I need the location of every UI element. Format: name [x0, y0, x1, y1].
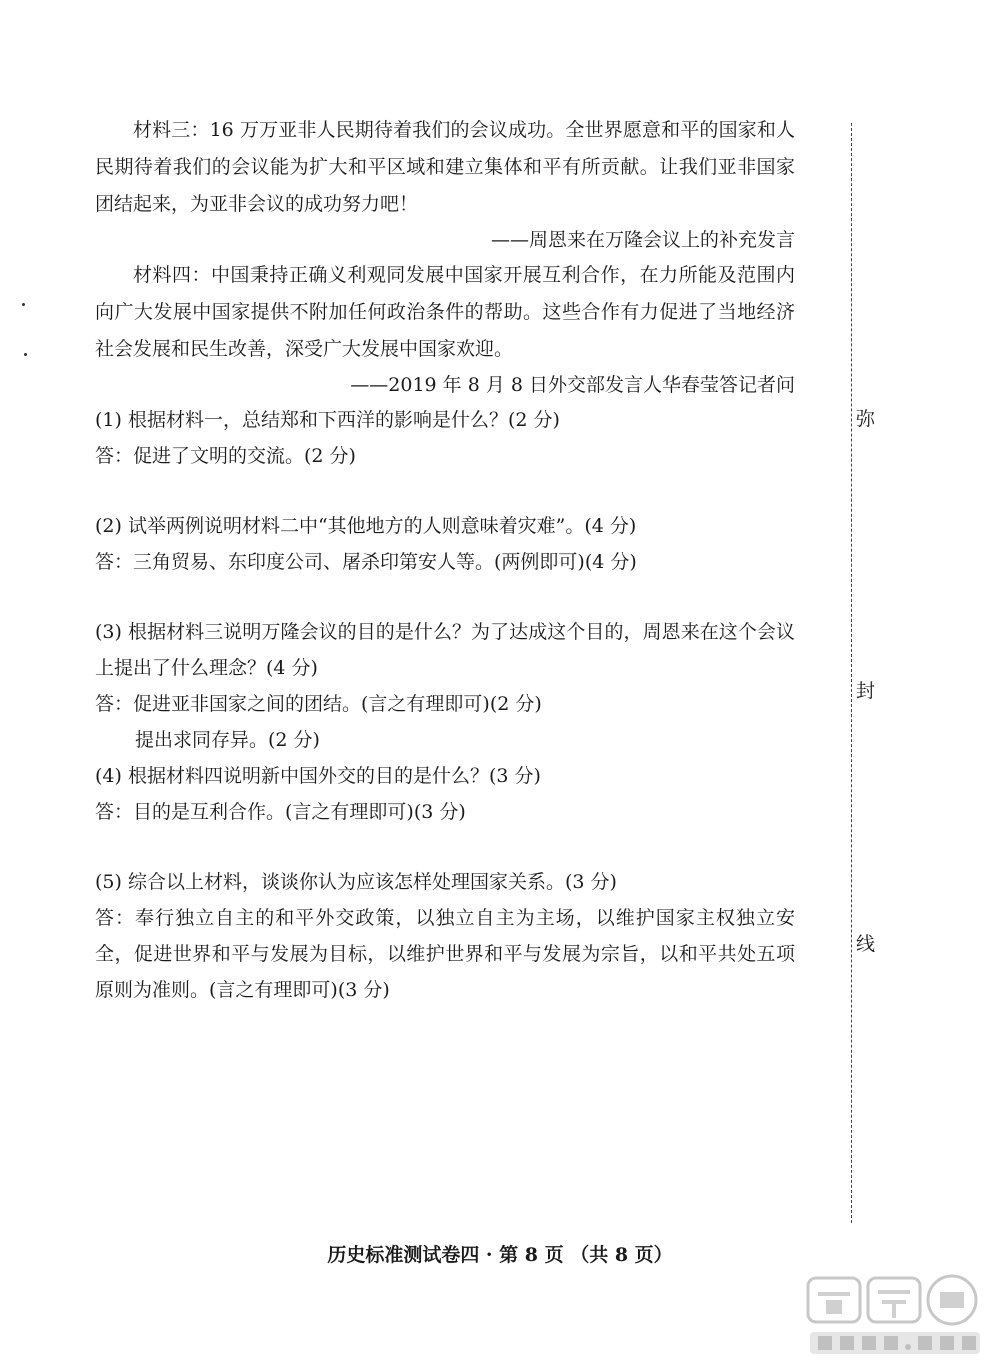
seal-label-xian: 线 — [856, 933, 876, 955]
material-four-source: ——2019 年 8 月 8 日外交部发言人华春莹答记者问 — [350, 374, 795, 396]
question-5: (5) 综合以上材料，谈谈你认为应该怎样处理国家关系。(3 分) — [95, 871, 617, 893]
material-three-source: ——周恩来在万隆会议上的补充发言 — [490, 229, 795, 251]
seal-line — [851, 123, 852, 1223]
page-footer: 历史标准测试卷四 · 第 8 页 （共 8 页） — [327, 1244, 673, 1266]
question-4: (4) 根据材料四说明新中国外交的目的是什么？(3 分) — [95, 765, 541, 787]
answer-3b: 提出求同存异。(2 分) — [135, 729, 320, 751]
question-2: (2) 试举两例说明材料二中“其他地方的人则意味着灾难”。(4 分) — [95, 515, 637, 537]
scan-speck — [24, 353, 27, 356]
question-3: (3) 根据材料三说明万隆会议的目的是什么？为了达成这个目的，周恩来在这个会议上提出了什么理念？(4 分) — [95, 621, 795, 679]
answer-3a: 答：促进亚非国家之间的团结。(言之有理即可)(2 分) — [95, 693, 542, 715]
seal-label-mi: 弥 — [856, 408, 876, 430]
material-four-text: 材料四：中国秉持正确义利观同发展中国家开展互利合作，在力所能及范围内向广大发展中国家提供不附加任何政治条件的帮助。这些合作有力促进了当地经济社会发展和民生改善，深受广大发展中国家欢迎。 — [95, 264, 795, 360]
page-content — [95, 112, 795, 1008]
seal-label-feng: 封 — [856, 680, 876, 702]
site-watermark — [800, 1270, 990, 1360]
material-three-text: 材料三：16 万万亚非人民期待着我们的会议成功。全世界愿意和平的国家和人民期待着我们的会议能为扩大和平区域和建立集体和平有所贡献。让我们亚非国家团结起来，为亚非会议的成功努力吧！ — [95, 119, 795, 215]
answer-5: 答：奉行独立自主的和平外交政策，以独立自主为主场，以维护国家主权独立安全，促进世界和平与发展为目标，以维护世界和平与发展为宗旨，以和平共处五项原则为准则。(言之有理即可)(3 分) — [95, 907, 795, 1001]
answer-2: 答：三角贸易、东印度公司、屠杀印第安人等。(两例即可)(4 分) — [95, 551, 637, 573]
scan-speck — [22, 303, 25, 306]
question-1: (1) 根据材料一，总结郑和下西洋的影响是什么？(2 分) — [95, 409, 560, 431]
answer-4: 答：目的是互利合作。(言之有理即可)(3 分) — [95, 801, 466, 823]
answer-1: 答：促进了文明的交流。(2 分) — [95, 445, 356, 467]
